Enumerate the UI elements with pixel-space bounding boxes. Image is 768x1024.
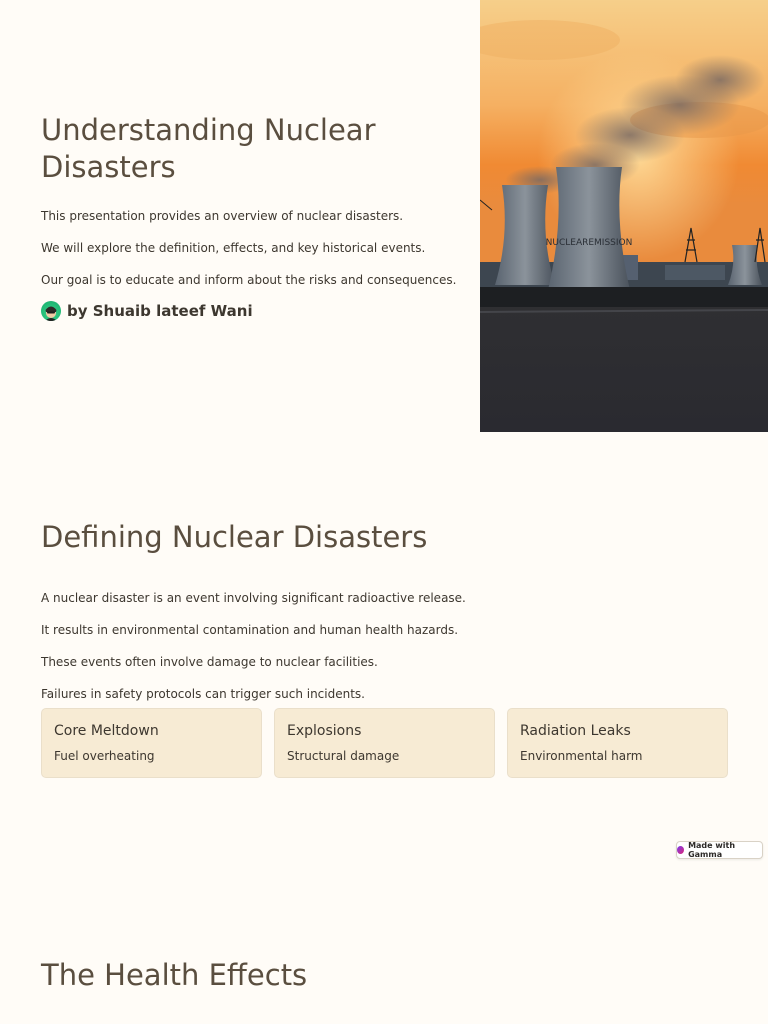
card-title: Core Meltdown (54, 723, 159, 739)
card-title: Radiation Leaks (520, 723, 631, 739)
defining-paragraph-1: A nuclear disaster is an event involving significant radioactive release. (41, 591, 466, 605)
hero-text-block (41, 112, 461, 321)
hero-paragraph-2: We will explore the definition, effects, and key historical events. (41, 241, 426, 255)
hero-title: Understanding Nuclear Disasters (41, 113, 376, 184)
card-subtitle: Structural damage (287, 749, 400, 763)
tower-lettering: NUCLEAREMISSION (545, 238, 633, 248)
health-title: The Health Effects (41, 958, 308, 992)
avatar (41, 301, 61, 321)
defining-title: Defining Nuclear Disasters (41, 520, 428, 554)
card-radiation-leaks (507, 708, 728, 778)
cards-row (41, 708, 728, 778)
hero-paragraph-1: This presentation provides an overview of nuclear disasters. (41, 209, 404, 223)
defining-paragraph-2: It results in environmental contamination and human health hazards. (41, 623, 459, 637)
card-subtitle: Fuel overheating (54, 749, 155, 763)
nuclear-plant-image (480, 0, 768, 432)
defining-paragraph-4: Failures in safety protocols can trigger such incidents. (41, 687, 365, 701)
hero-paragraph-3: Our goal is to educate and inform about the risks and consequences. (41, 273, 457, 287)
badge-label: Made with Gamma (688, 841, 736, 859)
defining-section (41, 518, 731, 763)
card-core-meltdown (41, 708, 262, 778)
gamma-logo-icon (677, 846, 684, 854)
defining-paragraph-3: These events often involve damage to nuclear facilities. (41, 655, 378, 669)
card-title: Explosions (287, 723, 362, 739)
card-explosions (274, 708, 495, 778)
author-name: by Shuaib lateef Wani (67, 302, 253, 320)
card-subtitle: Environmental harm (520, 749, 643, 763)
author-row (41, 301, 461, 321)
made-with-gamma-badge[interactable] (676, 841, 763, 859)
